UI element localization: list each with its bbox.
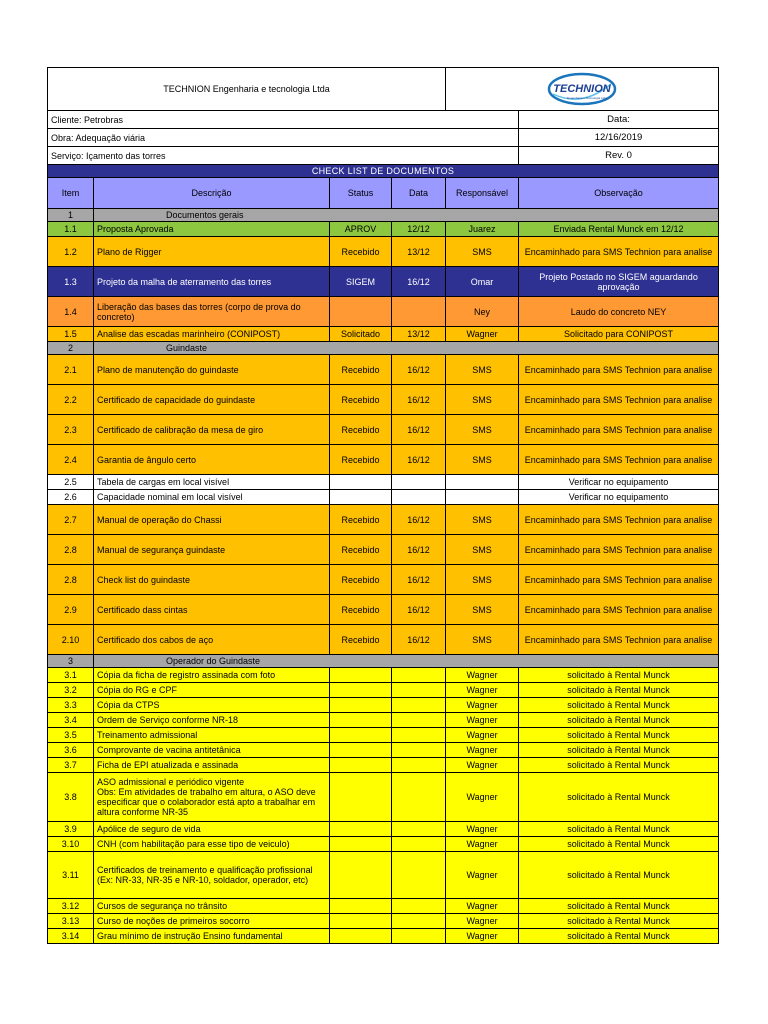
item-cell: 3.10 [48, 837, 94, 852]
description-cell: Plano de manutenção do guindaste [94, 355, 330, 385]
observation-cell: Encaminhado para SMS Technion para analise [519, 565, 719, 595]
item-cell: 3.4 [48, 713, 94, 728]
observation-cell: solicitado à Rental Munck [519, 929, 719, 944]
status-cell [330, 713, 392, 728]
observation-cell: solicitado à Rental Munck [519, 683, 719, 698]
date-cell: 16/12 [392, 267, 446, 297]
section-number: 1 [48, 209, 94, 222]
col-data: Data [392, 178, 446, 209]
observation-cell: solicitado à Rental Munck [519, 698, 719, 713]
section-title: Guindaste [94, 342, 719, 355]
status-cell [330, 698, 392, 713]
description-cell: Analise das escadas marinheiro (CONIPOST) [94, 327, 330, 342]
item-cell: 2.8 [48, 535, 94, 565]
responsible-cell: Wagner [446, 668, 519, 683]
description-cell: Cópia da ficha de registro assinada com foto [94, 668, 330, 683]
description-cell: Garantia de ângulo certo [94, 445, 330, 475]
status-cell: SIGEM [330, 267, 392, 297]
observation-cell: solicitado à Rental Munck [519, 837, 719, 852]
col-observacao: Observação [519, 178, 719, 209]
table-row [48, 668, 719, 683]
status-cell: Recebido [330, 595, 392, 625]
observation-cell: Encaminhado para SMS Technion para analise [519, 445, 719, 475]
status-cell [330, 899, 392, 914]
responsible-cell: Omar [446, 267, 519, 297]
table-row [48, 743, 719, 758]
description-cell: Projeto da malha de aterramento das torres [94, 267, 330, 297]
responsible-cell: SMS [446, 625, 519, 655]
section-number: 3 [48, 655, 94, 668]
status-cell [330, 743, 392, 758]
table-row [48, 929, 719, 944]
responsible-cell: Wagner [446, 683, 519, 698]
date-cell [392, 773, 446, 822]
observation-cell: Encaminhado para SMS Technion para analise [519, 625, 719, 655]
description-cell: Grau mínimo de instrução Ensino fundamental [94, 929, 330, 944]
table-row [48, 415, 719, 445]
responsible-cell: SMS [446, 415, 519, 445]
observation-cell: solicitado à Rental Munck [519, 852, 719, 899]
item-cell: 2.4 [48, 445, 94, 475]
date-cell: 16/12 [392, 505, 446, 535]
observation-cell: Enviada Rental Munck em 12/12 [519, 222, 719, 237]
status-cell: Recebido [330, 237, 392, 267]
item-cell: 2.3 [48, 415, 94, 445]
description-cell: Capacidade nominal em local visível [94, 490, 330, 505]
technion-logo-icon [449, 72, 715, 106]
responsible-cell: Wagner [446, 914, 519, 929]
table-row [48, 327, 719, 342]
table-row [48, 535, 719, 565]
item-cell: 3.9 [48, 822, 94, 837]
section-row [48, 655, 719, 668]
status-cell: Solicitado [330, 327, 392, 342]
item-cell: 1.4 [48, 297, 94, 327]
status-cell [330, 758, 392, 773]
item-cell: 2.5 [48, 475, 94, 490]
observation-cell: Encaminhado para SMS Technion para analise [519, 385, 719, 415]
description-cell: Check list do guindaste [94, 565, 330, 595]
date-cell [392, 713, 446, 728]
responsible-cell: Wagner [446, 327, 519, 342]
table-row [48, 385, 719, 415]
description-cell: Tabela de cargas em local visível [94, 475, 330, 490]
item-cell: 2.7 [48, 505, 94, 535]
status-cell: Recebido [330, 505, 392, 535]
section-number: 2 [48, 342, 94, 355]
item-cell: 3.7 [48, 758, 94, 773]
status-cell: Recebido [330, 625, 392, 655]
description-cell: Certificado dos cabos de aço [94, 625, 330, 655]
data-value: 12/16/2019 [519, 129, 719, 147]
table-row [48, 852, 719, 899]
col-item: Item [48, 178, 94, 209]
observation-cell: Encaminhado para SMS Technion para analise [519, 595, 719, 625]
section-title: Operador do Guindaste [94, 655, 719, 668]
date-cell [392, 490, 446, 505]
status-cell [330, 773, 392, 822]
item-cell: 3.2 [48, 683, 94, 698]
status-cell [330, 728, 392, 743]
responsible-cell: SMS [446, 595, 519, 625]
table-row [48, 222, 719, 237]
responsible-cell: SMS [446, 445, 519, 475]
revision: Rev. 0 [519, 147, 719, 165]
section-row [48, 209, 719, 222]
date-cell [392, 929, 446, 944]
table-row [48, 490, 719, 505]
responsible-cell: Wagner [446, 899, 519, 914]
description-cell: Certificado dass cintas [94, 595, 330, 625]
responsible-cell [446, 475, 519, 490]
table-row [48, 595, 719, 625]
checklist-table [47, 67, 719, 944]
responsible-cell [446, 490, 519, 505]
servico-field: Serviço: Içamento das torres [48, 147, 519, 165]
obra-field: Obra: Adequação viária [48, 129, 519, 147]
table-row [48, 728, 719, 743]
item-cell: 3.3 [48, 698, 94, 713]
date-cell: 16/12 [392, 415, 446, 445]
description-cell: Cópia da CTPS [94, 698, 330, 713]
observation-cell: solicitado à Rental Munck [519, 728, 719, 743]
responsible-cell: Wagner [446, 837, 519, 852]
description-cell: Curso de noções de primeiros socorro [94, 914, 330, 929]
description-cell: Certificado de calibração da mesa de giro [94, 415, 330, 445]
status-cell [330, 837, 392, 852]
item-cell: 1.2 [48, 237, 94, 267]
date-cell: 13/12 [392, 237, 446, 267]
date-cell [392, 758, 446, 773]
table-row [48, 297, 719, 327]
table-row [48, 505, 719, 535]
responsible-cell: Wagner [446, 773, 519, 822]
responsible-cell: Wagner [446, 852, 519, 899]
description-cell: CNH (com habilitação para esse tipo de veiculo) [94, 837, 330, 852]
description-cell: Manual de segurança guindaste [94, 535, 330, 565]
date-cell: 16/12 [392, 565, 446, 595]
section-title: Documentos gerais [94, 209, 719, 222]
observation-cell: Encaminhado para SMS Technion para analise [519, 355, 719, 385]
item-cell: 1.1 [48, 222, 94, 237]
item-cell: 2.1 [48, 355, 94, 385]
table-row [48, 758, 719, 773]
observation-cell: Encaminhado para SMS Technion para analise [519, 505, 719, 535]
responsible-cell: Wagner [446, 728, 519, 743]
status-cell: Recebido [330, 385, 392, 415]
status-cell [330, 914, 392, 929]
status-cell: APROV [330, 222, 392, 237]
observation-cell: Verificar no equipamento [519, 475, 719, 490]
date-cell [392, 683, 446, 698]
status-cell [330, 929, 392, 944]
status-cell [330, 683, 392, 698]
observation-cell: solicitado à Rental Munck [519, 914, 719, 929]
table-row [48, 565, 719, 595]
table-row [48, 914, 719, 929]
date-cell [392, 852, 446, 899]
table-row [48, 475, 719, 490]
description-cell: Proposta Aprovada [94, 222, 330, 237]
responsible-cell: Wagner [446, 698, 519, 713]
date-cell [392, 837, 446, 852]
description-cell: Cópia do RG e CPF [94, 683, 330, 698]
observation-cell: Verificar no equipamento [519, 490, 719, 505]
description-cell: Treinamento admissional [94, 728, 330, 743]
observation-cell: solicitado à Rental Munck [519, 899, 719, 914]
date-cell: 16/12 [392, 595, 446, 625]
date-cell: 16/12 [392, 385, 446, 415]
date-cell [392, 914, 446, 929]
item-cell: 1.5 [48, 327, 94, 342]
checklist-title: CHECK LIST DE DOCUMENTOS [48, 165, 719, 178]
status-cell [330, 668, 392, 683]
item-cell: 2.9 [48, 595, 94, 625]
status-cell: Recebido [330, 415, 392, 445]
status-cell [330, 490, 392, 505]
date-cell: 12/12 [392, 222, 446, 237]
date-cell: 16/12 [392, 445, 446, 475]
date-cell [392, 668, 446, 683]
item-cell: 3.12 [48, 899, 94, 914]
responsible-cell: SMS [446, 505, 519, 535]
status-cell [330, 297, 392, 327]
date-cell [392, 728, 446, 743]
status-cell: Recebido [330, 355, 392, 385]
item-cell: 3.11 [48, 852, 94, 899]
item-cell: 1.3 [48, 267, 94, 297]
responsible-cell: SMS [446, 565, 519, 595]
logo-subtext: Engenharia e Tecnologia Ltda [567, 96, 607, 100]
date-cell [392, 475, 446, 490]
responsible-cell: SMS [446, 385, 519, 415]
observation-cell: solicitado à Rental Munck [519, 758, 719, 773]
responsible-cell: Ney [446, 297, 519, 327]
table-row [48, 237, 719, 267]
item-cell: 2.10 [48, 625, 94, 655]
date-cell [392, 297, 446, 327]
item-cell: 2.8 [48, 565, 94, 595]
table-row [48, 698, 719, 713]
item-cell: 2.2 [48, 385, 94, 415]
table-row [48, 713, 719, 728]
table-row [48, 837, 719, 852]
item-cell: 3.1 [48, 668, 94, 683]
data-label: Data: [519, 111, 719, 129]
description-cell: Comprovante de vacina antitetânica [94, 743, 330, 758]
responsible-cell: Wagner [446, 713, 519, 728]
description-cell: ASO admissional e periódico vigente Obs: Em atividades de trabalho em altura, o ASO deve especificar que o colaborador está apto a trabalhar em altura conforme NR-35 [94, 773, 330, 822]
description-cell: Liberação das bases das torres (corpo de prova do concreto) [94, 297, 330, 327]
table-row [48, 683, 719, 698]
responsible-cell: Wagner [446, 822, 519, 837]
observation-cell: Encaminhado para SMS Technion para analise [519, 415, 719, 445]
responsible-cell: Juarez [446, 222, 519, 237]
item-cell: 3.13 [48, 914, 94, 929]
table-row [48, 625, 719, 655]
date-cell [392, 899, 446, 914]
status-cell [330, 475, 392, 490]
item-cell: 3.14 [48, 929, 94, 944]
company-logo [446, 68, 719, 111]
responsible-cell: Wagner [446, 758, 519, 773]
status-cell: Recebido [330, 565, 392, 595]
status-cell: Recebido [330, 445, 392, 475]
description-cell: Certificado de capacidade do guindaste [94, 385, 330, 415]
observation-cell: Projeto Postado no SIGEM aguardando aprovação [519, 267, 719, 297]
company-name: TECHNION Engenharia e tecnologia Ltda [48, 68, 446, 111]
description-cell: Ordem de Serviço conforme NR-18 [94, 713, 330, 728]
observation-cell: Laudo do concreto NEY [519, 297, 719, 327]
status-cell [330, 822, 392, 837]
col-status: Status [330, 178, 392, 209]
observation-cell: solicitado à Rental Munck [519, 822, 719, 837]
table-row [48, 822, 719, 837]
cliente-field: Cliente: Petrobras [48, 111, 519, 129]
observation-cell: solicitado à Rental Munck [519, 773, 719, 822]
description-cell: Cursos de segurança no trânsito [94, 899, 330, 914]
responsible-cell: SMS [446, 535, 519, 565]
col-descricao: Descrição [94, 178, 330, 209]
item-cell: 2.6 [48, 490, 94, 505]
observation-cell: solicitado à Rental Munck [519, 743, 719, 758]
date-cell: 13/12 [392, 327, 446, 342]
date-cell: 16/12 [392, 535, 446, 565]
observation-cell: solicitado à Rental Munck [519, 713, 719, 728]
checklist-sheet [47, 67, 718, 944]
observation-cell: solicitado à Rental Munck [519, 668, 719, 683]
table-row [48, 445, 719, 475]
date-cell [392, 822, 446, 837]
col-responsavel: Responsável [446, 178, 519, 209]
description-cell: Certificados de treinamento e qualificação profissional (Ex: NR-33, NR-35 e NR-10, soldador, operador, etc) [94, 852, 330, 899]
responsible-cell: Wagner [446, 743, 519, 758]
date-cell: 16/12 [392, 355, 446, 385]
responsible-cell: Wagner [446, 929, 519, 944]
observation-cell: Encaminhado para SMS Technion para analise [519, 535, 719, 565]
item-cell: 3.6 [48, 743, 94, 758]
logo-text: TECHNION [553, 83, 611, 95]
responsible-cell: SMS [446, 355, 519, 385]
observation-cell: Encaminhado para SMS Technion para analise [519, 237, 719, 267]
table-row [48, 899, 719, 914]
description-cell: Plano de Rigger [94, 237, 330, 267]
description-cell: Manual de operação do Chassi [94, 505, 330, 535]
date-cell: 16/12 [392, 625, 446, 655]
description-cell: Ficha de EPI atualizada e assinada [94, 758, 330, 773]
item-cell: 3.5 [48, 728, 94, 743]
section-row [48, 342, 719, 355]
date-cell [392, 698, 446, 713]
description-cell: Apólice de seguro de vida [94, 822, 330, 837]
table-row [48, 267, 719, 297]
status-cell [330, 852, 392, 899]
status-cell: Recebido [330, 535, 392, 565]
observation-cell: Solicitado para CONIPOST [519, 327, 719, 342]
item-cell: 3.8 [48, 773, 94, 822]
date-cell [392, 743, 446, 758]
responsible-cell: SMS [446, 237, 519, 267]
table-row [48, 355, 719, 385]
table-row [48, 773, 719, 822]
